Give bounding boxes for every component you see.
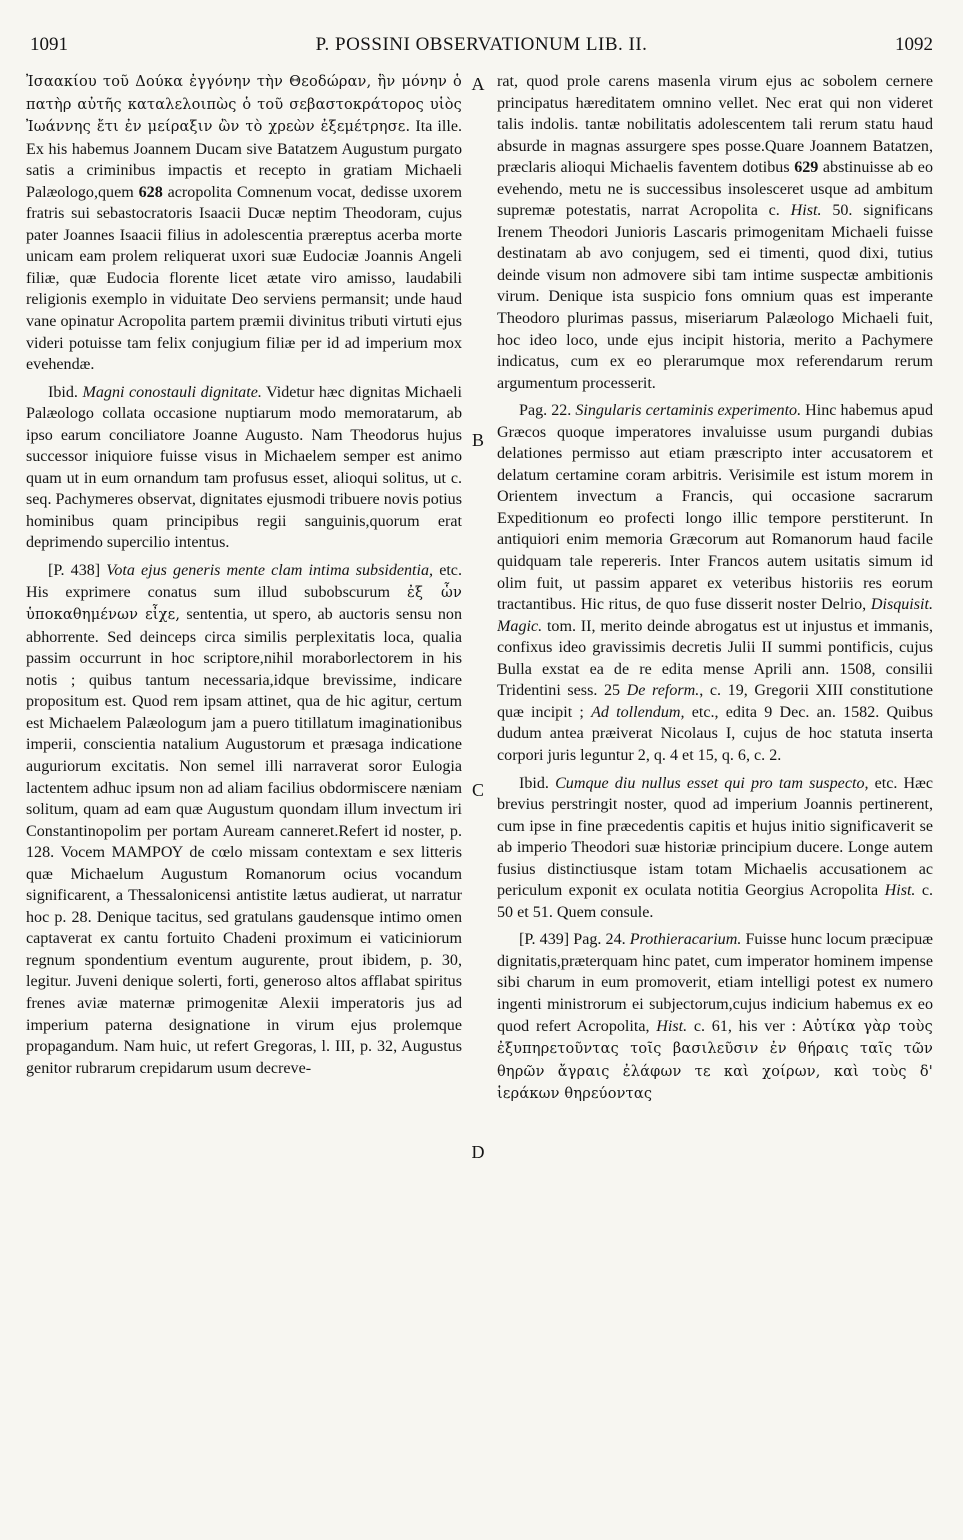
running-title: P. POSSINI OBSERVATIONUM LIB. II.: [315, 34, 648, 55]
paragraph: [26, 560, 462, 1079]
left-column: [26, 71, 462, 1516]
paragraph: [26, 71, 462, 376]
page-number-right: 1092: [895, 34, 933, 55]
text-run: etc. Hæc brevius perstringit noster, quod ad imperium Joannis pertinerent, cum ipse in fine præcedentis capitis et hujus initio significaverit se ab imperio Theodori suæ historiæ principium ducere. Longe autem fusius distinctiusque istam totam Michaelis accusationem ac periculum exponit ex oculata notitia Georgius Acropolita: [497, 774, 933, 900]
paragraph: [497, 400, 933, 766]
lemma: Singularis certaminis experimento.: [575, 402, 802, 420]
paragraph: [26, 382, 462, 554]
citation: Hist.: [656, 1017, 688, 1035]
text-run: etc. His exprimere conatus sum illud subobscurum: [26, 562, 462, 601]
text-run: 50. significans Irenem Theodori Junioris Lascaris primogenitam Michaeli fuisse destinatam ab avo conjugem, sed ei timenti, quod dixi, tutius deinde visum non admovere sibi tam intime suspectæ ambitionis virum. Denique ista suspicio fons omnium quas est imperante Theodoro plurimas passus, miseriarum Palæologo Michaeli fuit, hoc ideo loco, unde ejus incipit historia, merito a Pachymere indicatus, cum ex eo plerarumque mox referendarum rerum argumentum processerit.: [497, 202, 933, 392]
text-run: Fuisse hunc locum præcipuæ dignitatis,præterquam hinc patet, cum imperator hominem impense sibi charum in eum promoverit, etiam intelligi potest ex numero ingenti ministrorum ei subjectorum,cujus indicium habemus ex eo quod refert Acropolita,: [497, 931, 933, 1035]
lemma: Magni conostauli dignitate.: [82, 383, 262, 401]
citation: De reform.: [626, 682, 700, 700]
reference-lead: Pag. 22.: [519, 402, 576, 420]
paragraph: [497, 929, 933, 1105]
text-run: abstinuisse ab eo evehendo, metu ne is successibus insolesceret usque ad ambitum supremæ potestatis, narrat Acropolita c.: [497, 159, 933, 220]
text-run: acropolita Comnenum vocat, dedisse uxorem fratris sui sebastocratoris Isaacii Ducæ neptim Theodoram, cujus pater Joannes Isaacii filius in adolescentia præreptus acerba morte unicam eam prolem reliquerat uxori suæ Eudociæ Joannis Angeli filiæ, quæ Eudocia florente licet ætate viro amisso, laudabili religionis exemplo in viduitate Deo serviens permansit; unde haud vane opinatur Acropolita partem præmii divinitus tributi virtuti ejus videri potuisse tam felix conjugium filiæ per id ad imperium mox evehendæ.: [26, 183, 462, 374]
text-run: Videtur hæc dignitas Michaeli Palæologo collata occasione nuptiarum modo memoratarum, ab ipso earum conciliatore Joanne Augusto. Nam Theodorus hujus successor iniquiore fuisse visus in Michaelem semper est animo quam ut in eum ornandum tam profusus esset, alioqui solitus, ut c. seq. Pachymeres observat, dignitates ejusmodi tribuere novis potius hominibus quam principibus regii sanguinis,quorum erat deprimendo supercilio intentus.: [26, 383, 462, 552]
reference-lead: Ibid.: [519, 774, 556, 792]
text-run: sententia, ut spero, ab auctoris sensu non abhorrente. Sed deinceps circa similis perplexitatis loca, qualia passim occurrunt in hoc scriptore,nihil moraborlectorem in his notis ; quibus tantum necessaria,idque brevissime, indicare propositum est. Quod rem ipsam attinet, qua de hic agitur, certum est Michaelem Palæologum jam a puero titillatum imaginationibus imperii, conscientia natalium Augustorum et præsaga indicatione auguriorum excitatis. Non semel illi narraverat soror Eulogia lactentem adhuc ipsum non ad aliam facilius obdormiscere næniam solitum, quam ad eam quæ Augustum quondam illum invectum iri Constantinopolim per portam Auream canneret.Refert id noster, p. 128. Vocem ΜΑΜΡΟΥ de cœlo missam contextam e sex litteris quæ Michaelum Augustum Romanorum ocius vocandum significarent, a Thessalonicensi antistite lætus audierat, ut narratur hoc p. 28. Denique tacitus, sed gratulans gaudensque intimo omen captaverat ex cantu fortuito Chadeni proximum ei vaticiniorum regnum spondentium eventum augurente, prout ibidem, p. 30, legitur. Juveni denique solerti, forti, generoso altos afflabat spiritus frenes aviæ maternæ primogenitæ Alexii imperatoris jus ad imperium paterna designatione in virum ejus prolemque propagandum. Nam huic, ut refert Gregoras, l. III, p. 32, Augustus genitor rubrarum crepidarum usum decreve-: [26, 606, 462, 1077]
reference-lead: [P. 439] Pag. 24.: [519, 931, 630, 949]
margin-marker-b: B: [471, 430, 484, 450]
margin-marker-d: D: [471, 1142, 485, 1162]
text-run: c. 50 et 51. Quem consule.: [497, 882, 933, 921]
citation: Hist.: [790, 202, 822, 220]
reference-lead: [P. 438]: [48, 562, 107, 580]
margin-marker-c: C: [471, 780, 484, 800]
text-run: Hinc habemus apud Græcos quoque imperatores invaluisse usum purgandi dubias delationes permisso aut etiam præscripto inter accusatorem et delatum certamine coram arbitris. Verisimile est istum morem in Orientem invectum a Francis, qui occasione sacrarum Expeditionum eo profecti longo illic tempore perstiterunt. In antiquiori enim memoria Græcorum aut Romanorum haud facile quidquam tale repereris. Inter Francos autem usitatis simum id olim fuit, ut passim apparet ex veteribus historiis res eorum tractantibus. Hic ritus, de quo fuse disserit noster Delrio,: [497, 402, 933, 614]
right-column: [497, 71, 933, 1516]
greek-quote: ἐξ ὧν ὑποκαθημένων εἶχε,: [26, 584, 462, 624]
greek-quote: Αὐτίκα γὰρ τοὺς ἐξυπηρετοῦντας τοῖς βασιλεῦσιν ἐν θήραις ταῖς τῶν θηρῶν ἄγραις ἐλάφων τε καὶ χοίρων, καὶ τοὺς δ' ἱεράκων θηρεύοντας: [497, 1018, 933, 1103]
text-run: tom. II, merito deinde abrogatus est ut injustus et immanis, confixus ideo gravissimis decretis Julii II summi pontificis, cujus Bulla exstat ea de re edita mense Aprili ann. 1508, consilii Tridentini sess. 25: [497, 617, 933, 700]
margin-marker-a: A: [471, 74, 485, 94]
text-run: rat, quod prole carens masenla virum ejus ac sobolem cernere principatus hæreditatem omnino vellet. Nec erat qui non videret talis indolis. tantæ nobilitatis adolescentem tali rerum statu haud absurde in magnas assurgere spes posse.Quare Joannem Batatzen, præclaris alioqui Michaelis faventem dotibus: [497, 73, 933, 177]
citation: Disquisit. Magic.: [497, 596, 933, 635]
lemma: Cumque diu nullus esset qui pro tam suspecto,: [555, 774, 869, 792]
paragraph: [497, 71, 933, 394]
text-run: c. 61, his ver :: [687, 1017, 803, 1035]
citation: Ad tollendum,: [591, 703, 685, 721]
reference-lead: Ibid.: [48, 383, 83, 401]
paragraph: [497, 773, 933, 924]
lemma: Prothieracarium.: [629, 931, 742, 949]
lemma: Vota ejus generis mente clam intima subsidentia,: [106, 562, 434, 580]
running-header: [30, 30, 933, 60]
greek-quote: Ἰσαακίου τοῦ Δούκα ἐγγόνην τὴν Θεοδώραν, ἣν μόνην ὁ πατὴρ αὐτῆς καταλελοιπὼς ὁ τοῦ σεβαστοκράτορος υἱὸς Ἰωάννης ἔτι ἐν μείραξιν ὢν τὸ χρεὼν ἐξεμέτρησε.: [26, 74, 462, 136]
text-run: etc., edita 9 Dec. an. 1582. Quibus dudum antea præiverat Nicolaus I, cujus de hoc statuta inserta corpori juris leguntur 2, q. 4 et 15, q. 6, c. 2.: [497, 703, 933, 764]
section-number: 628: [138, 183, 163, 201]
section-number: 629: [794, 159, 819, 177]
text-run: , c. 19, Gregorii XIII constitutione quæ incipit ;: [497, 682, 933, 721]
page-number-left: 1091: [30, 34, 68, 55]
text-run: Ita ille. Ex his habemus Joannem Ducam sive Batatzem Augustum purgato satis a criminibus impactis et recepto in gratiam Michaeli Palæologo,quem: [26, 118, 462, 201]
citation: Hist.: [884, 882, 916, 900]
